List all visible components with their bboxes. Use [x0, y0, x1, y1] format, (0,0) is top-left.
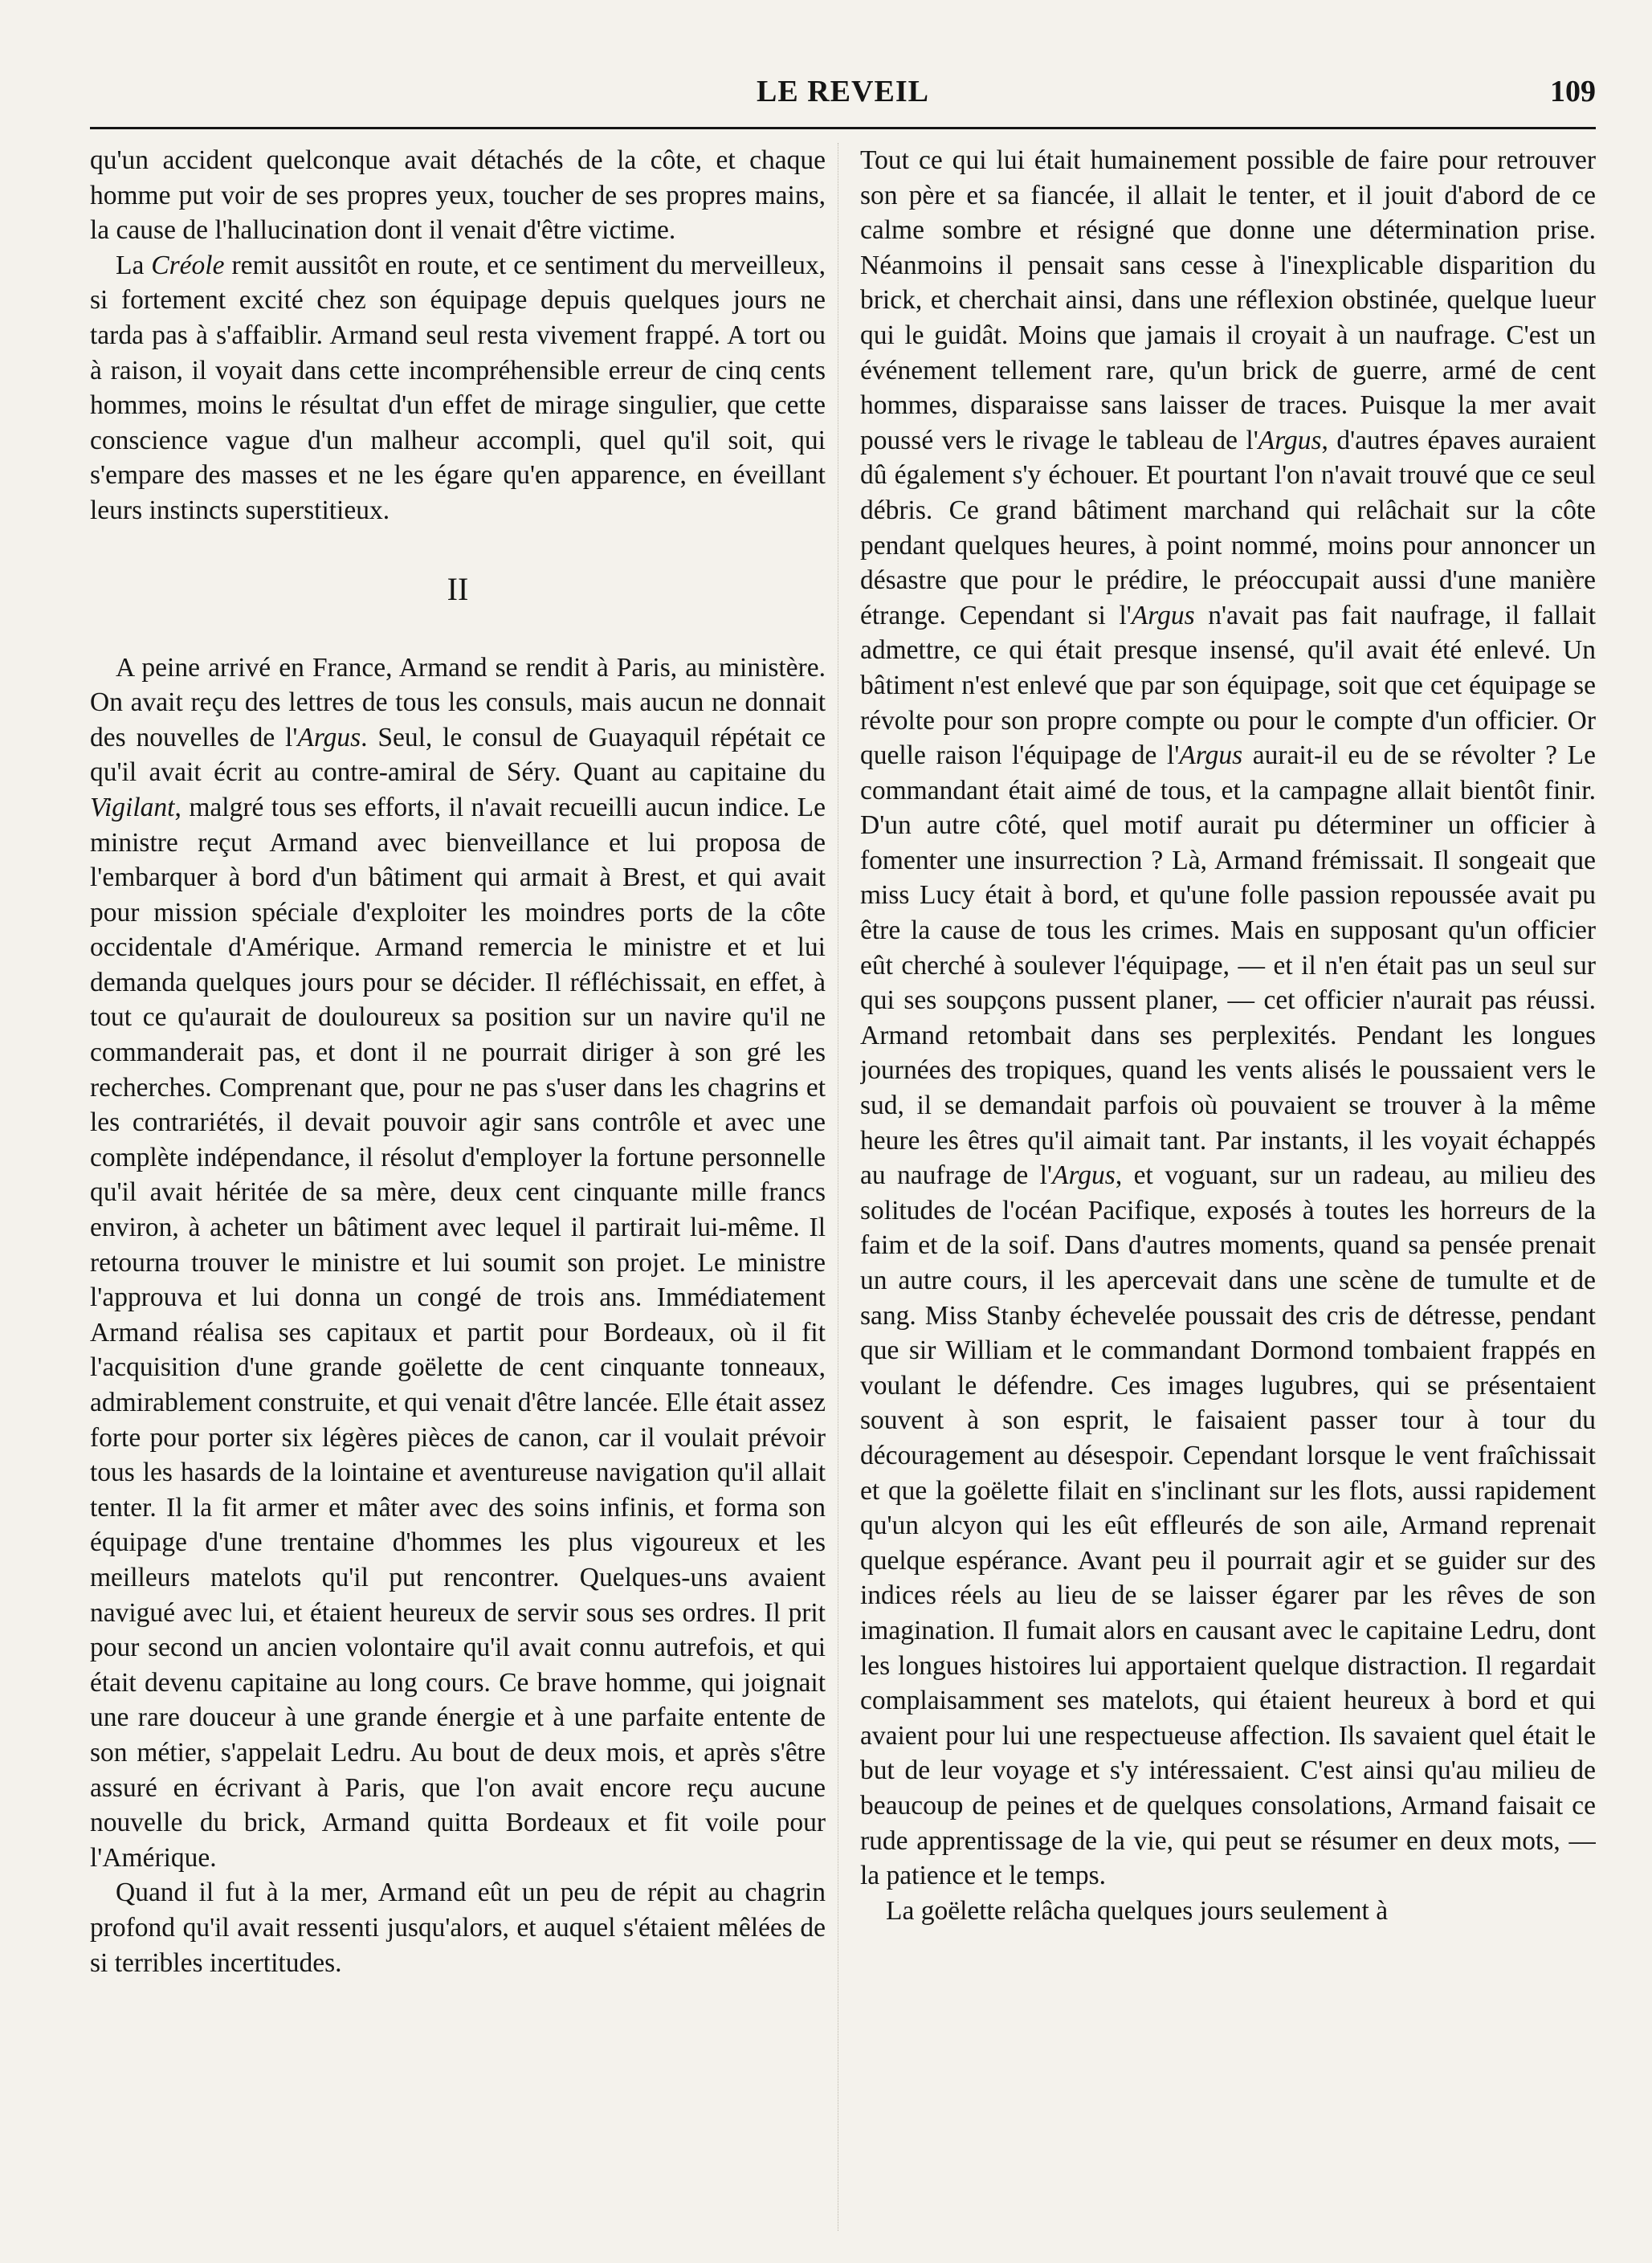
ship-name-italic: Argus [1258, 425, 1322, 455]
paragraph-text: A peine arrivé en France, Armand se rendit à Paris, au ministère. On avait reçu des lettres de tous les consuls, mais aucun ne donnait des nouvelles de l' [90, 652, 826, 752]
ship-name-italic: Créole [151, 250, 225, 280]
paragraph-text: , d'autres épaves auraient dû également s'y échouer. Et pourtant l'on n'avait trouvé que ce seul débris. Ce grand bâtiment marchand qui relâchait sur la côte pendant quelques heures, à point nommé, moins pour annoncer un désastre que pour le prédire, le préoccupait aussi d'une manière étrange. Cependant si l' [860, 425, 1596, 630]
paragraph-text: Tout ce qui lui était humainement possible de faire pour retrouver son père et sa fiancée, il allait le tenter, et il jouit d'abord de ce calme sombre et résigné que donne une détermination prise. Néanmoins il pensait sans cesse à l'inexplicable disparition du brick, et cherchait ainsi, dans une réflexion obstinée, quelque lueur qui le guidât. Moins que jamais il croyait à un naufrage. C'est un événement tellement rare, qu'un brick de guerre, armé de cent hommes, disparaisse sans laisser de traces. Puisque la mer avait poussé vers le rivage le tableau de l' [860, 145, 1596, 455]
page-number: 109 [1550, 75, 1596, 108]
section-heading: II [447, 570, 469, 607]
paragraph-text: aurait-il eu de se révolter ? Le commandant était aimé de tous, et la campagne allait bientôt finir. D'un autre côté, quel motif aurait pu déterminer un officier à fomenter une insurrection ? Là, Armand frémissait. Il songeait que miss Lucy était à bord, et qu'une folle passion repoussée avait pu être la cause de tous les crimes. Mais en supposant qu'un officier eût cherché à soulever l'équipage, — et il n'en était pas un seul sur qui ses soupçons pussent planer, — cet officier n'aurait pas réussi. Armand retombait dans ses perplexités. Pendant les longues journées des tropiques, quand les vents alisés le poussaient vers le sud, il se demandait parfois où pouvaient se trouver à la même heure les êtres qu'il aimait tant. Par instants, il les voyait échappés au naufrage de l' [860, 740, 1596, 1191]
paragraph-text: Quand il fut à la mer, Armand eût un peu de répit au chagrin profond qu'il avait ressenti jusqu'alors, et auquel s'étaient mêlées de si terribles incertitudes. [90, 1878, 826, 1978]
ship-name-italic: Argus [1052, 1160, 1116, 1191]
paragraph-text: La goëlette relâcha quelques jours seulement à [886, 1895, 1389, 1926]
right-column [860, 143, 1596, 2231]
header-rule [90, 127, 1596, 129]
paragraph-text: qu'un accident quelconque avait détachés de la côte, et chaque homme put voir de ses propres yeux, toucher de ses propres mains, la cause de l'hallucination dont il venait d'être victime. [90, 145, 826, 246]
paragraph-text: , malgré tous ses efforts, il n'avait recueilli aucun indice. Le ministre reçut Armand avec bienveillance et lui proposa de l'embarquer à bord d'un bâtiment qui armait à Brest, et qui avait pour mission spéciale d'exploiter les moindres ports de la côte occidentale d'Amérique. Armand remercia le ministre et et lui demanda quelques jours pour se décider. Il réfléchissait, en effet, à tout ce qu'aurait de douloureux sa position sur un navire qu'il ne commanderait pas, et dont il ne pourrait diriger à son gré les recherches. Comprenant que, pour ne pas s'user dans les chagrins et les contrariétés, il devait pouvoir agir sans contrôle et avec une complète indépendance, il résolut d'employer la fortune personnelle qu'il avait héritée de sa mère, deux cent cinquante mille francs environ, à acheter un bâtiment avec lequel il partirait lui-même. Il retourna trouver le ministre et lui soumit son projet. Le ministre l'approuva et lui donna un congé de trois ans. Immédiatement Armand réalisa ses capitaux et partit pour Bordeaux, où il fit l'acquisition d'une grande goëlette de cent cinquante tonneaux, admirablement construite, et qui venait d'être lancée. Elle était assez forte pour porter six légères pièces de canon, car il voulait prévoir tous les hasards de la lointaine et aventureuse navigation qu'il allait tenter. Il la fit armer et mâter avec des soins infinis, et forma son équipage d'une trentaine d'hommes les plus vigoureux et les meilleurs matelots qu'il put rencontrer. Quelques-uns avaient navigué avec lui, et étaient heureux de servir sous ses ordres. Il prit pour second un ancien volontaire qu'il avait connu autrefois, et qui était devenu capitaine au long cours. Ce brave homme, qui joignait une rare douceur à une grande énergie et à une parfaite entente de son métier, s'appelait Ledru. Au bout de deux mois, et après s'être assuré en écrivant à Paris, que l'on avait encore reçu aucune nouvelle du brick, Armand quitta Bordeaux et fit voile pour l'Amérique. [90, 792, 826, 1873]
running-title: LE REVEIL [757, 75, 929, 108]
ship-name-italic: Vigilant [90, 792, 175, 822]
paragraph [860, 143, 1596, 1894]
ship-name-italic: Argus [297, 722, 361, 752]
running-header [90, 74, 1596, 111]
paragraph-text: La [116, 250, 152, 280]
ship-name-italic: Argus [1131, 600, 1195, 630]
paragraph-text: n'avait pas fait naufrage, il fallait admettre, ce qui était presque insensé, qu'il avait été enlevé. Un bâtiment n'est enlevé que par son équipage, soit que cet équipage se révolte pour son propre compte ou pour le compte d'un officier. Or quelle raison l'équipage de l' [860, 600, 1596, 771]
paragraph-text: . Seul, le consul de Guayaquil répétait ce qu'il avait écrit au contre-amiral de Séry. Quant au capitaine du [90, 722, 826, 788]
paragraph-text: remit aussitôt en route, et ce sentiment du merveilleux, si fortement excité chez son équipage depuis quelques jours ne tarda pas à s'affaiblir. Armand seul resta vivement frappé. A tort ou à raison, il voyait dans cette incompréhensible erreur de cinq cents hommes, moins le résultat d'un effet de mirage singulier, que cette conscience vague d'un malheur accompli, quel qu'il soit, qui s'empare des masses et ne les égare qu'en apparence, en éveillant leurs instincts superstitieux. [90, 250, 826, 525]
paragraph [90, 143, 826, 248]
paragraph-text: , et voguant, sur un radeau, au milieu des solitudes de l'océan Pacifique, exposés à toutes les horreurs de la faim et de la soif. Dans d'autres moments, quand sa pensée prenait un autre cours, il les apercevait dans une scène de tumulte et de sang. Miss Stanby échevelée poussait des cris de détresse, pendant que sir William et le commandant Dormond tombaient frappés en voulant le défendre. Ces images lugubres, qui se présentaient souvent à son esprit, le faisaient passer tour à tour du découragement au désespoir. Cependant lorsque le vent fraîchissait et que la goëlette filait en s'inclinant sur les flots, aussi rapidement qu'un alcyon qui les eût effleurés de son aile, Armand reprenait quelque espérance. Avant peu il pourrait agir et se guider sur des indices réels au lieu de se laisser égarer par les rêves de son imagination. Il fumait alors en causant avec le capitaine Ledru, dont les longues histoires lui apportaient quelque distraction. Il regardait complaisamment ses matelots, qui étaient heureux à bord et qui avaient pour lui une respectueuse affection. Ils savaient quel était le but de leur voyage et s'y intéressaient. C'est ainsi qu'au milieu de beaucoup de peines et de quelques consolations, Armand faisait ce rude apprentissage de la vie, qui peut se résumer en deux mots, — la patience et le temps. [860, 1160, 1596, 1891]
paragraph [90, 1875, 826, 1980]
ship-name-italic: Argus [1179, 740, 1243, 771]
left-column [90, 143, 826, 2231]
paragraph [90, 248, 826, 528]
paragraph [860, 1894, 1596, 1929]
paragraph [90, 650, 826, 1876]
